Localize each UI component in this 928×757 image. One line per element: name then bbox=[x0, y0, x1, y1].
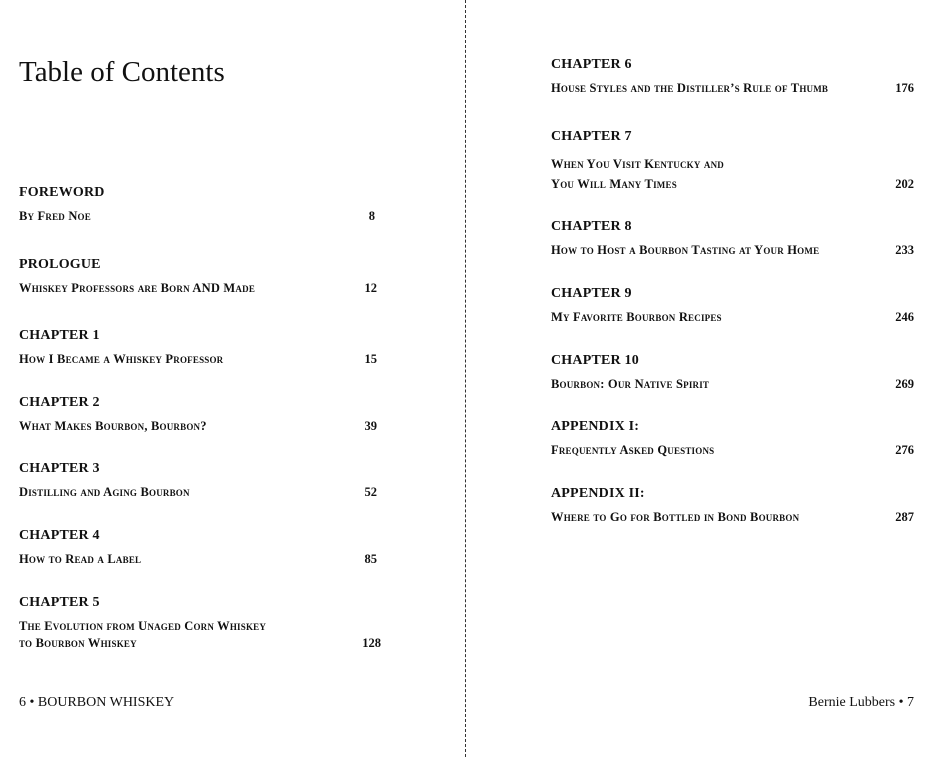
toc-subtitle: By Fred Noe bbox=[19, 209, 91, 223]
toc-page-number: 8 bbox=[368, 209, 375, 223]
toc-subtitle: What Makes Bourbon, Bourbon? bbox=[19, 419, 207, 433]
toc-page-number: 39 bbox=[364, 419, 377, 433]
toc-page-number: 233 bbox=[895, 243, 914, 257]
toc-entry-chapter-8 bbox=[551, 218, 914, 259]
toc-entry-appendix-2 bbox=[551, 485, 914, 526]
toc-heading: CHAPTER 4 bbox=[19, 528, 100, 543]
toc-page-number: 287 bbox=[895, 510, 914, 524]
toc-entry-chapter-3 bbox=[19, 460, 379, 501]
toc-subtitle: House Styles and the Distiller’s Rule of Thumb bbox=[551, 81, 829, 95]
toc-heading: CHAPTER 9 bbox=[551, 286, 632, 301]
page-footer-left: 6 • BOURBON WHISKEY bbox=[19, 695, 175, 710]
toc-heading: CHAPTER 10 bbox=[551, 353, 639, 368]
toc-entry-foreword bbox=[19, 184, 379, 225]
page-footer-right: Bernie Lubbers • 7 bbox=[808, 695, 914, 710]
toc-page-number: 128 bbox=[362, 636, 381, 650]
toc-heading: CHAPTER 5 bbox=[19, 595, 100, 610]
toc-page-number: 276 bbox=[895, 443, 914, 457]
right-page bbox=[467, 0, 928, 757]
toc-heading: APPENDIX I: bbox=[551, 419, 640, 434]
toc-subtitle: My Favorite Bourbon Recipes bbox=[551, 310, 722, 324]
toc-entry-chapter-7 bbox=[551, 128, 914, 193]
toc-entry-prologue bbox=[19, 256, 379, 297]
toc-entry-chapter-9 bbox=[551, 285, 914, 326]
toc-page-number: 12 bbox=[364, 281, 377, 295]
toc-subtitle-continued: to Bourbon Whiskey bbox=[19, 636, 137, 650]
toc-subtitle: Where to Go for Bottled in Bond Bourbon bbox=[551, 510, 800, 524]
toc-subtitle: Bourbon: Our Native Spirit bbox=[551, 377, 710, 391]
toc-entry-appendix-1 bbox=[551, 418, 914, 459]
toc-heading: CHAPTER 8 bbox=[551, 219, 632, 234]
toc-heading: FOREWORD bbox=[19, 185, 105, 200]
toc-subtitle-continued: You Will Many Times bbox=[551, 177, 677, 191]
toc-entry-chapter-4 bbox=[19, 527, 379, 568]
page-divider bbox=[465, 0, 466, 757]
toc-heading: APPENDIX II: bbox=[551, 486, 645, 501]
toc-page-number: 176 bbox=[895, 81, 914, 95]
toc-subtitle: How I Became a Whiskey Professor bbox=[19, 352, 224, 366]
toc-subtitle: The Evolution from Unaged Corn Whiskey bbox=[19, 619, 267, 633]
toc-page-number: 269 bbox=[895, 377, 914, 391]
toc-page-number: 246 bbox=[895, 310, 914, 324]
toc-page-number: 15 bbox=[364, 352, 377, 366]
toc-page-number: 85 bbox=[364, 552, 377, 566]
toc-entry-chapter-5 bbox=[19, 594, 381, 652]
toc-subtitle: Distilling and Aging Bourbon bbox=[19, 485, 190, 499]
toc-entry-chapter-1 bbox=[19, 327, 379, 368]
toc-heading: PROLOGUE bbox=[19, 257, 101, 272]
toc-subtitle: When You Visit Kentucky and bbox=[551, 157, 725, 171]
toc-page-number: 202 bbox=[895, 177, 914, 191]
toc-heading: CHAPTER 2 bbox=[19, 395, 100, 410]
toc-subtitle: How to Read a Label bbox=[19, 552, 142, 566]
toc-page-number: 52 bbox=[364, 485, 377, 499]
toc-entry-chapter-10 bbox=[551, 352, 914, 393]
toc-heading: CHAPTER 3 bbox=[19, 461, 100, 476]
page-title: Table of Contents bbox=[19, 56, 225, 88]
toc-heading: CHAPTER 1 bbox=[19, 328, 100, 343]
toc-subtitle: Whiskey Professors are Born AND Made bbox=[19, 281, 256, 295]
toc-subtitle: Frequently Asked Questions bbox=[551, 443, 715, 457]
toc-subtitle: How to Host a Bourbon Tasting at Your Home bbox=[551, 243, 820, 257]
toc-entry-chapter-6 bbox=[551, 56, 914, 97]
toc-heading: CHAPTER 7 bbox=[551, 129, 632, 144]
toc-heading: CHAPTER 6 bbox=[551, 57, 632, 72]
toc-entry-chapter-2 bbox=[19, 394, 379, 435]
